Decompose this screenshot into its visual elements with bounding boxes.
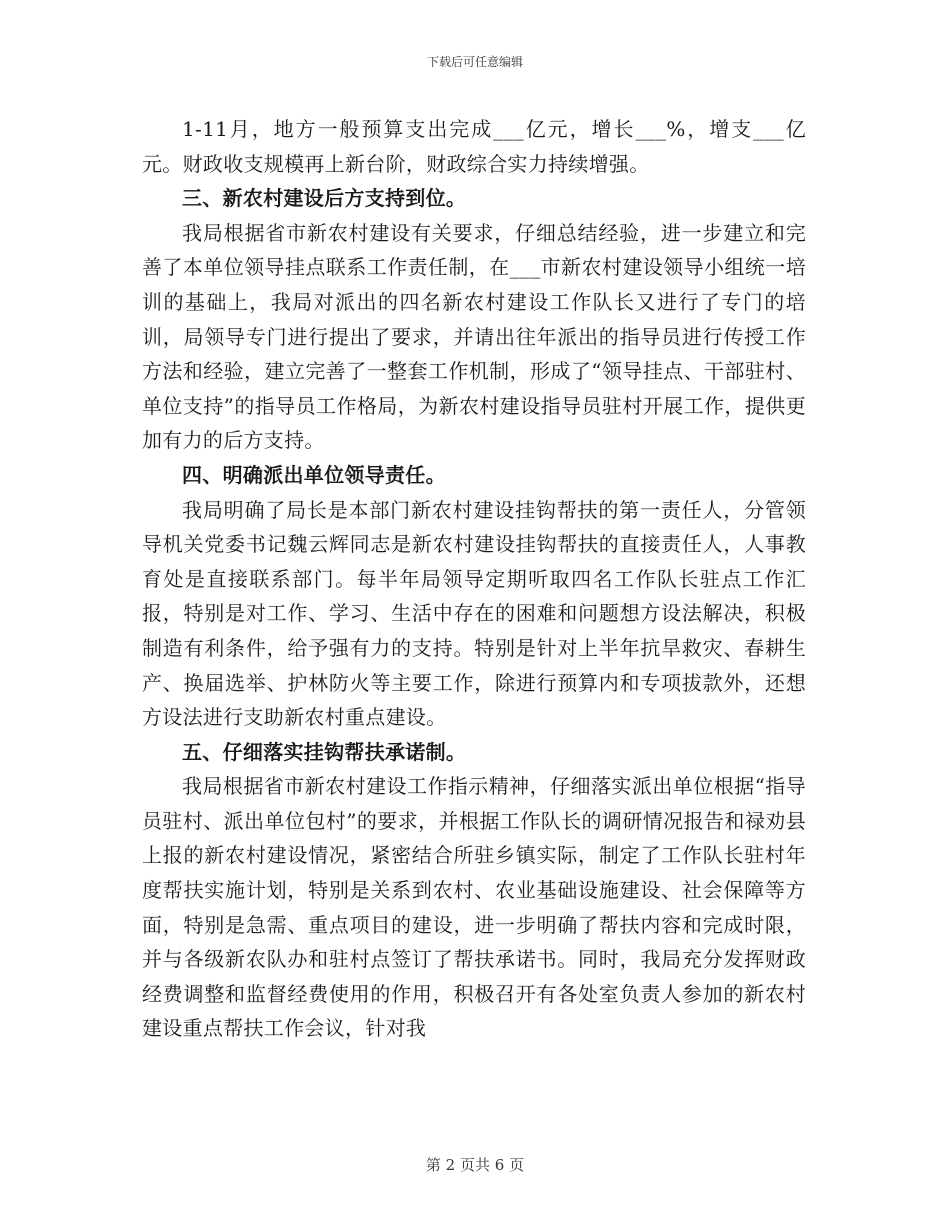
page-number: 第 2 页共 6 页: [425, 1156, 525, 1174]
document-body: [142, 112, 806, 1046]
paragraph-responsibility: 我局明确了局长是本部门新农村建设挂钩帮扶的第一责任人，分管领导机关党委书记魏云辉同志是新农村建设挂钩帮扶的直接责任人，人事教育处是直接联系部门。每半年局领导定期听取四名工作队长驻点工作汇报，特别是对工作、学习、生活中存在的困难和问题想方设法解决，积极制造有利条件，给予强有力的支持。特别是针对上半年抗旱救灾、春耕生产、换届选举、护林防火等主要工作，除进行预算内和专项拔款外，还想方设法进行支助新农村重点建设。: [142, 497, 806, 730]
section-heading-5: 五、仔细落实挂钩帮扶承诺制。: [182, 739, 467, 764]
paragraph-budget: 1-11月，地方一般预算支出完成___亿元，增长___%，增支___亿元。财政收支规模再上新台阶，财政综合实力持续增强。: [142, 117, 806, 176]
section-heading-4: 四、明确派出单位领导责任。: [182, 462, 446, 487]
paragraph-support: 我局根据省市新农村建设有关要求，仔细总结经验，进一步建立和完善了本单位领导挂点联系工作责任制，在___市新农村建设领导小组统一培训的基础上，我局对派出的四名新农村建设工作队长又进行了专门的培训，局领导专门进行提出了要求，并请出往年派出的指导员进行传授工作方法和经验，建立完善了一整套工作机制，形成了“领导挂点、干部驻村、单位支持”的指导员工作格局，为新农村建设指导员驻村开展工作，提供更加有力的后方支持。: [142, 220, 806, 453]
section-heading-3: 三、新农村建设后方支持到位。: [182, 186, 467, 211]
header-note: 下载后可任意编辑: [426, 55, 523, 69]
paragraph-commitment: 我局根据省市新农村建设工作指示精神，仔细落实派出单位根据“指导员驻村、派出单位包村”的要求，并根据工作队长的调研情况报告和禄劝县上报的新农村建设情况，紧密结合所驻乡镇实际，制定了工作队长驻村年度帮扶实施计划，特别是关系到农村、农业基础设施建设、社会保障等方面，特别是急需、重点项目的建设，进一步明确了帮扶内容和完成时限，并与各级新农队办和驻村点签订了帮扶承诺书。同时，我局充分发挥财政经费调整和监督经费使用的作用，积极召开有各处室负责人参加的新农村建设重点帮扶工作会议，针对我: [142, 774, 806, 1041]
